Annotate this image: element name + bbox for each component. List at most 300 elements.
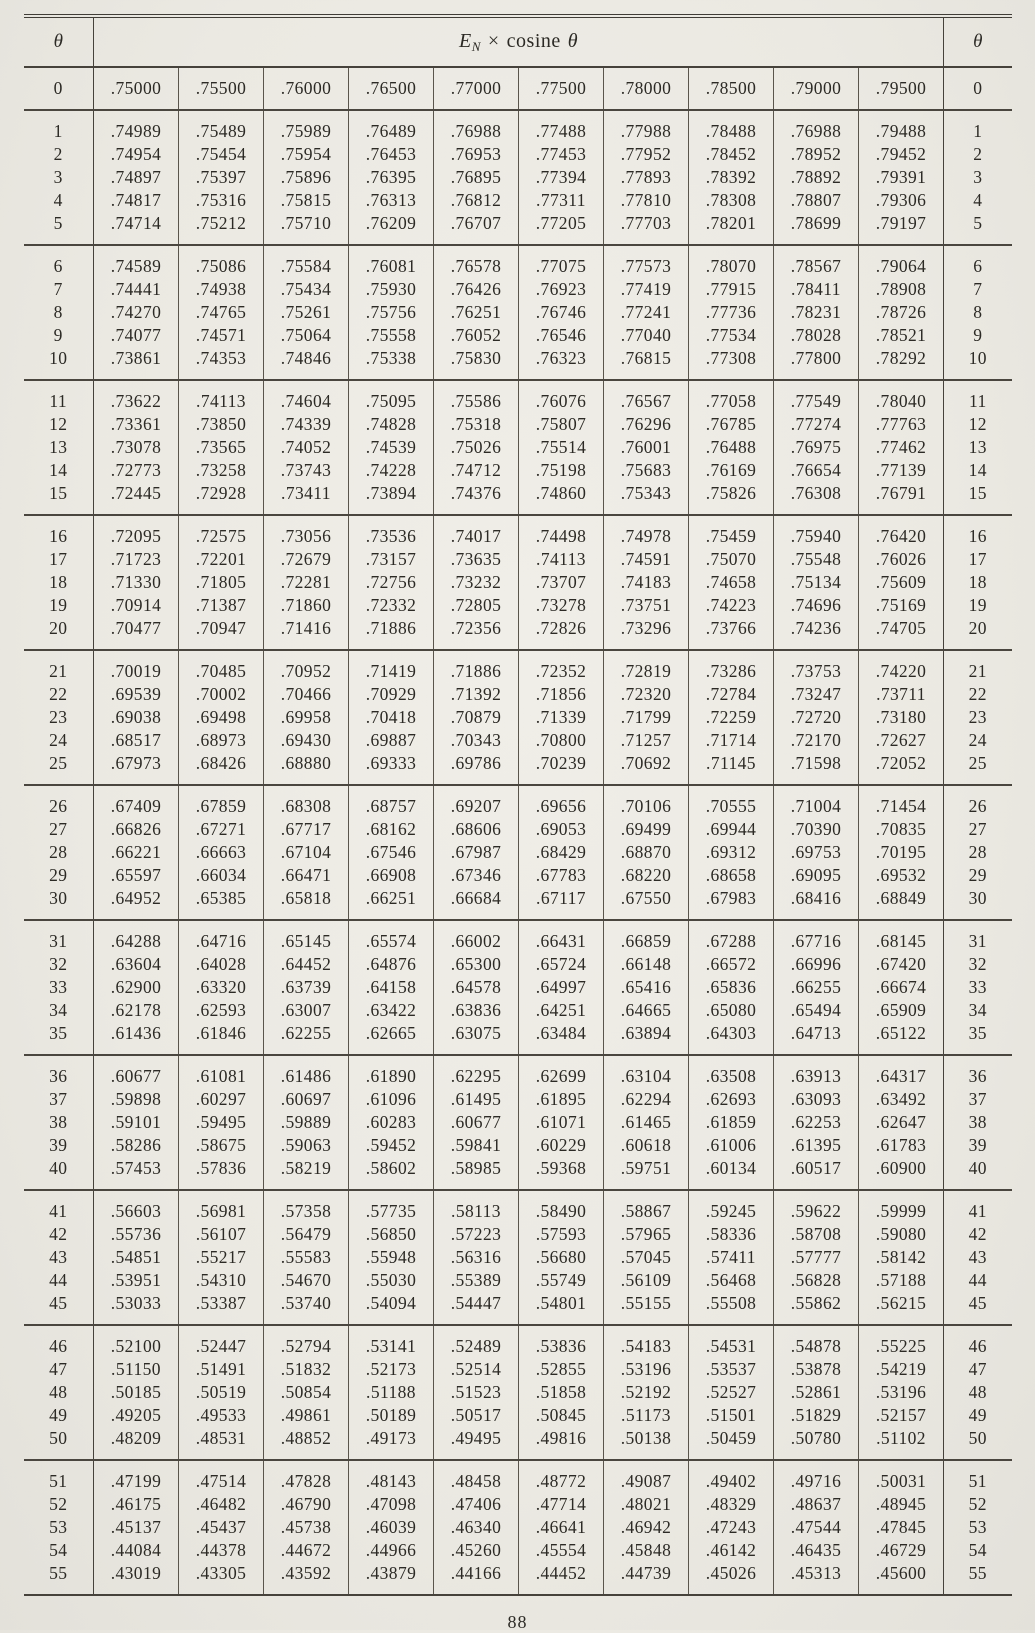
value-cell: .75930 <box>349 278 434 301</box>
theta-cell-right: 18 <box>944 571 1012 594</box>
value-cell: .76975 <box>774 436 859 459</box>
value-cell: .63093 <box>774 1088 859 1111</box>
theta-cell-left: 33 <box>24 976 94 999</box>
value-cell: .52514 <box>434 1358 519 1381</box>
value-cell: .70477 <box>110 618 162 638</box>
value-cell: .60134 <box>689 1157 774 1190</box>
title-word-cosine: cosine <box>506 29 561 52</box>
row-group <box>24 920 1012 1055</box>
value-cell: .48458 <box>434 1460 519 1493</box>
value-cell: .58286 <box>110 1135 162 1155</box>
value-cell: .44166 <box>434 1562 519 1595</box>
value-cell: .75261 <box>264 301 349 324</box>
value-cell: .72320 <box>604 683 689 706</box>
value-cell: .75434 <box>264 278 349 301</box>
value-cell: .68429 <box>519 841 604 864</box>
table-row <box>24 1223 1012 1246</box>
value-cell: .48945 <box>859 1493 944 1516</box>
value-cell: .53836 <box>519 1325 604 1358</box>
theta-cell-right: 8 <box>944 301 1012 324</box>
theta-cell-right: 12 <box>944 413 1012 436</box>
value-cell: .74223 <box>689 594 774 617</box>
value-cell: .71339 <box>519 706 604 729</box>
theta-cell-right: 50 <box>944 1427 1012 1460</box>
value-cell: .72819 <box>604 650 689 683</box>
value-cell: .44452 <box>519 1562 604 1595</box>
table-row <box>24 1562 1012 1595</box>
table-row <box>24 515 1012 548</box>
value-cell: .47845 <box>859 1516 944 1539</box>
value-cell: .64716 <box>179 920 264 953</box>
value-cell: .53740 <box>264 1292 349 1325</box>
value-cell: .48329 <box>689 1493 774 1516</box>
value-cell: .77800 <box>774 347 859 380</box>
value-cell: .57411 <box>689 1246 774 1269</box>
value-cell: .56107 <box>179 1223 264 1246</box>
theta-cell-left: 7 <box>24 278 94 301</box>
value-cell: .76567 <box>604 380 689 413</box>
value-cell: .57593 <box>519 1223 604 1246</box>
value-cell: .59999 <box>859 1190 944 1223</box>
theta-cell-right: 10 <box>944 347 1012 380</box>
value-cell: .57836 <box>179 1157 264 1190</box>
theta-cell-left: 10 <box>24 347 94 380</box>
value-cell: .76395 <box>349 166 434 189</box>
value-cell: .58602 <box>349 1157 434 1190</box>
value-cell: .47406 <box>434 1493 519 1516</box>
value-cell: .78892 <box>774 166 859 189</box>
value-cell: .61465 <box>604 1111 689 1134</box>
value-cell: .50780 <box>774 1427 859 1460</box>
value-cell: .61846 <box>179 1022 264 1055</box>
value-cell: .77419 <box>604 278 689 301</box>
value-cell: .53537 <box>689 1358 774 1381</box>
value-cell: .75500 <box>179 67 264 110</box>
value-cell: .63836 <box>434 999 519 1022</box>
value-cell: .68757 <box>349 785 434 818</box>
table-row <box>24 683 1012 706</box>
value-cell: .62593 <box>179 999 264 1022</box>
value-cell: .77058 <box>689 380 774 413</box>
value-cell: .78699 <box>774 212 859 245</box>
value-cell: .75807 <box>519 413 604 436</box>
value-cell: .55583 <box>264 1246 349 1269</box>
value-cell: .76923 <box>519 278 604 301</box>
value-cell: .45313 <box>774 1562 859 1595</box>
table-row <box>24 729 1012 752</box>
value-cell: .43592 <box>264 1562 349 1595</box>
value-cell: .77703 <box>604 212 689 245</box>
value-cell: .62900 <box>110 977 162 997</box>
value-cell: .69430 <box>264 729 349 752</box>
theta-cell-left: 40 <box>24 1157 94 1190</box>
value-cell: .74441 <box>110 279 162 299</box>
value-cell: .56828 <box>774 1269 859 1292</box>
value-cell: .58708 <box>774 1223 859 1246</box>
value-cell: .77500 <box>519 67 604 110</box>
value-cell: .66572 <box>689 953 774 976</box>
table-row <box>24 324 1012 347</box>
value-cell: .72756 <box>349 571 434 594</box>
table-row <box>24 1111 1012 1134</box>
value-cell: .63604 <box>110 954 162 974</box>
value-cell: .76546 <box>519 324 604 347</box>
value-cell: .47199 <box>110 1471 162 1491</box>
value-cell: .48852 <box>264 1427 349 1460</box>
value-cell: .71145 <box>689 752 774 785</box>
value-cell: .55862 <box>774 1292 859 1325</box>
value-cell: .69207 <box>434 785 519 818</box>
value-cell: .78070 <box>689 245 774 278</box>
table-row <box>24 143 1012 166</box>
title-symbol-e: E <box>458 29 472 52</box>
value-cell: .56109 <box>604 1269 689 1292</box>
value-cell: .72445 <box>110 483 162 503</box>
value-cell: .73232 <box>434 571 519 594</box>
row-group <box>24 67 1012 110</box>
table-row <box>24 1460 1012 1493</box>
value-cell: .74604 <box>264 380 349 413</box>
value-cell: .60677 <box>110 1066 162 1086</box>
value-cell: .59080 <box>859 1223 944 1246</box>
value-cell: .56680 <box>519 1246 604 1269</box>
theta-cell-left: 37 <box>24 1088 94 1111</box>
theta-cell-left: 29 <box>24 864 94 887</box>
value-cell: .70390 <box>774 818 859 841</box>
value-cell: .60229 <box>519 1134 604 1157</box>
value-cell: .73286 <box>689 650 774 683</box>
value-cell: .48209 <box>110 1428 162 1448</box>
theta-cell-left: 25 <box>24 752 94 785</box>
value-cell: .76052 <box>434 324 519 347</box>
value-cell: .54447 <box>434 1292 519 1325</box>
value-cell: .66431 <box>519 920 604 953</box>
value-cell: .64665 <box>604 999 689 1022</box>
theta-cell-right: 22 <box>944 683 1012 706</box>
value-cell: .65494 <box>774 999 859 1022</box>
table-row <box>24 1246 1012 1269</box>
value-cell: .56850 <box>349 1223 434 1246</box>
value-cell: .44672 <box>264 1539 349 1562</box>
value-cell: .45848 <box>604 1539 689 1562</box>
value-cell: .52100 <box>110 1336 162 1356</box>
value-cell: .46641 <box>519 1516 604 1539</box>
value-cell: .46142 <box>689 1539 774 1562</box>
value-cell: .51501 <box>689 1404 774 1427</box>
value-cell: .73361 <box>110 414 162 434</box>
value-cell: .62665 <box>349 1022 434 1055</box>
table-row <box>24 841 1012 864</box>
theta-cell-left: 54 <box>24 1539 94 1562</box>
value-cell: .74828 <box>349 413 434 436</box>
theta-cell-right: 34 <box>944 999 1012 1022</box>
value-cell: .51102 <box>859 1427 944 1460</box>
table-row <box>24 1134 1012 1157</box>
value-cell: .74938 <box>179 278 264 301</box>
value-cell: .48143 <box>349 1460 434 1493</box>
theta-cell-right: 17 <box>944 548 1012 571</box>
value-cell: .58490 <box>519 1190 604 1223</box>
value-cell: .77736 <box>689 301 774 324</box>
table-row <box>24 1516 1012 1539</box>
value-cell: .71886 <box>434 650 519 683</box>
value-cell: .68426 <box>179 752 264 785</box>
value-cell: .76313 <box>349 189 434 212</box>
table-title <box>94 16 944 67</box>
value-cell: .75070 <box>689 548 774 571</box>
value-cell: .74591 <box>604 548 689 571</box>
value-cell: .76081 <box>349 245 434 278</box>
value-cell: .45437 <box>179 1516 264 1539</box>
value-cell: .76000 <box>264 67 349 110</box>
value-cell: .66684 <box>434 887 519 920</box>
value-cell: .45738 <box>264 1516 349 1539</box>
table-row <box>24 976 1012 999</box>
value-cell: .76001 <box>604 436 689 459</box>
theta-cell-right: 0 <box>944 67 1012 110</box>
value-cell: .61495 <box>434 1088 519 1111</box>
table-row <box>24 920 1012 953</box>
value-cell: .77205 <box>519 212 604 245</box>
value-cell: .55217 <box>179 1246 264 1269</box>
value-cell: .59898 <box>110 1089 162 1109</box>
theta-cell-right: 46 <box>944 1325 1012 1358</box>
value-cell: .77488 <box>519 110 604 143</box>
value-cell: .74270 <box>110 302 162 322</box>
table-row <box>24 347 1012 380</box>
theta-cell-right: 31 <box>944 920 1012 953</box>
value-cell: .43879 <box>349 1562 434 1595</box>
theta-cell-left: 50 <box>24 1427 94 1460</box>
value-cell: .77915 <box>689 278 774 301</box>
theta-cell-right: 24 <box>944 729 1012 752</box>
value-cell: .62255 <box>264 1022 349 1055</box>
value-cell: .67117 <box>519 887 604 920</box>
value-cell: .74236 <box>774 617 859 650</box>
value-cell: .44739 <box>604 1562 689 1595</box>
value-cell: .78726 <box>859 301 944 324</box>
value-cell: .78952 <box>774 143 859 166</box>
theta-cell-left: 32 <box>24 953 94 976</box>
value-cell: .79488 <box>859 110 944 143</box>
value-cell: .73743 <box>264 459 349 482</box>
value-cell: .64713 <box>774 1022 859 1055</box>
theta-cell-left: 16 <box>24 515 94 548</box>
theta-cell-left: 15 <box>24 482 94 515</box>
value-cell: .65818 <box>264 887 349 920</box>
value-cell: .59063 <box>264 1134 349 1157</box>
header-row <box>24 16 1012 67</box>
value-cell: .65300 <box>434 953 519 976</box>
value-cell: .49205 <box>110 1405 162 1425</box>
value-cell: .71392 <box>434 683 519 706</box>
value-cell: .75558 <box>349 324 434 347</box>
table-row <box>24 785 1012 818</box>
theta-cell-left: 28 <box>24 841 94 864</box>
value-cell: .70555 <box>689 785 774 818</box>
value-cell: .65122 <box>859 1022 944 1055</box>
value-cell: .76308 <box>774 482 859 515</box>
value-cell: .71805 <box>179 571 264 594</box>
table-row <box>24 752 1012 785</box>
value-cell: .75548 <box>774 548 859 571</box>
value-cell: .60900 <box>859 1157 944 1190</box>
value-cell: .60297 <box>179 1088 264 1111</box>
value-cell: .76420 <box>859 515 944 548</box>
value-cell: .70343 <box>434 729 519 752</box>
value-cell: .57735 <box>349 1190 434 1223</box>
value-cell: .69312 <box>689 841 774 864</box>
theta-cell-left: 22 <box>24 683 94 706</box>
value-cell: .54670 <box>264 1269 349 1292</box>
value-cell: .69333 <box>349 752 434 785</box>
value-cell: .49861 <box>264 1404 349 1427</box>
theta-cell-left: 0 <box>24 67 94 110</box>
value-cell: .75756 <box>349 301 434 324</box>
value-cell: .64251 <box>519 999 604 1022</box>
value-cell: .45137 <box>110 1517 162 1537</box>
theta-cell-left: 41 <box>24 1190 94 1223</box>
value-cell: .73247 <box>774 683 859 706</box>
value-cell: .75318 <box>434 413 519 436</box>
value-cell: .70106 <box>604 785 689 818</box>
value-cell: .59751 <box>604 1157 689 1190</box>
theta-cell-right: 25 <box>944 752 1012 785</box>
value-cell: .74696 <box>774 594 859 617</box>
theta-cell-right: 23 <box>944 706 1012 729</box>
value-cell: .61890 <box>349 1055 434 1088</box>
value-cell: .67420 <box>859 953 944 976</box>
value-cell: .54801 <box>519 1292 604 1325</box>
theta-cell-right: 9 <box>944 324 1012 347</box>
value-cell: .46340 <box>434 1516 519 1539</box>
value-cell: .77549 <box>774 380 859 413</box>
theta-cell-right: 39 <box>944 1134 1012 1157</box>
value-cell: .74817 <box>110 190 162 210</box>
theta-cell-right: 27 <box>944 818 1012 841</box>
value-cell: .75989 <box>264 110 349 143</box>
value-cell: .70800 <box>519 729 604 752</box>
theta-cell-left: 8 <box>24 301 94 324</box>
value-cell: .62253 <box>774 1111 859 1134</box>
table-row <box>24 1190 1012 1223</box>
value-cell: .78000 <box>604 67 689 110</box>
table-row <box>24 617 1012 650</box>
value-cell: .46039 <box>349 1516 434 1539</box>
value-cell: .62294 <box>604 1088 689 1111</box>
value-cell: .55736 <box>110 1224 162 1244</box>
value-cell: .68162 <box>349 818 434 841</box>
value-cell: .49087 <box>604 1460 689 1493</box>
value-cell: .71330 <box>110 572 162 592</box>
table-header <box>24 16 1012 67</box>
value-cell: .75212 <box>179 212 264 245</box>
value-cell: .77453 <box>519 143 604 166</box>
value-cell: .65909 <box>859 999 944 1022</box>
table-row <box>24 650 1012 683</box>
value-cell: .46435 <box>774 1539 859 1562</box>
theta-cell-right: 45 <box>944 1292 1012 1325</box>
value-cell: .77000 <box>434 67 519 110</box>
value-cell: .45260 <box>434 1539 519 1562</box>
theta-cell-left: 51 <box>24 1460 94 1493</box>
theta-cell-left: 2 <box>24 143 94 166</box>
value-cell: .55749 <box>519 1269 604 1292</box>
value-cell: .76785 <box>689 413 774 436</box>
value-cell: .62647 <box>859 1111 944 1134</box>
value-cell: .45026 <box>689 1562 774 1595</box>
value-cell: .76169 <box>689 459 774 482</box>
value-cell: .73157 <box>349 548 434 571</box>
value-cell: .61783 <box>859 1134 944 1157</box>
value-cell: .75940 <box>774 515 859 548</box>
value-cell: .77763 <box>859 413 944 436</box>
theta-cell-left: 1 <box>24 110 94 143</box>
theta-cell-right: 41 <box>944 1190 1012 1223</box>
value-cell: .55030 <box>349 1269 434 1292</box>
value-cell: .72720 <box>774 706 859 729</box>
value-cell: .71886 <box>349 617 434 650</box>
theta-cell-right: 28 <box>944 841 1012 864</box>
table-row <box>24 1404 1012 1427</box>
row-group <box>24 1190 1012 1325</box>
value-cell: .46729 <box>859 1539 944 1562</box>
value-cell: .61436 <box>110 1023 162 1043</box>
value-cell: .74539 <box>349 436 434 459</box>
theta-cell-right: 33 <box>944 976 1012 999</box>
theta-cell-left: 5 <box>24 212 94 245</box>
value-cell: .76953 <box>434 143 519 166</box>
theta-cell-left: 12 <box>24 413 94 436</box>
value-cell: .65574 <box>349 920 434 953</box>
value-cell: .76812 <box>434 189 519 212</box>
theta-cell-right: 4 <box>944 189 1012 212</box>
table-row <box>24 594 1012 617</box>
value-cell: .68870 <box>604 841 689 864</box>
value-cell: .55225 <box>859 1325 944 1358</box>
value-cell: .73296 <box>604 617 689 650</box>
value-cell: .78567 <box>774 245 859 278</box>
value-cell: .70952 <box>264 650 349 683</box>
value-cell: .56981 <box>179 1190 264 1223</box>
value-cell: .75454 <box>179 143 264 166</box>
value-cell: .72805 <box>434 594 519 617</box>
theta-cell-right: 14 <box>944 459 1012 482</box>
theta-cell-right: 21 <box>944 650 1012 683</box>
theta-cell-left: 46 <box>24 1325 94 1358</box>
value-cell: .78521 <box>859 324 944 347</box>
value-cell: .77462 <box>859 436 944 459</box>
value-cell: .71004 <box>774 785 859 818</box>
theta-cell-right: 52 <box>944 1493 1012 1516</box>
value-cell: .64158 <box>349 976 434 999</box>
value-cell: .69944 <box>689 818 774 841</box>
theta-cell-right: 13 <box>944 436 1012 459</box>
value-cell: .63075 <box>434 1022 519 1055</box>
value-cell: .49173 <box>349 1427 434 1460</box>
value-cell: .73622 <box>110 391 162 411</box>
theta-cell-left: 49 <box>24 1404 94 1427</box>
theta-cell-left: 11 <box>24 380 94 413</box>
value-cell: .75954 <box>264 143 349 166</box>
theta-cell-right: 26 <box>944 785 1012 818</box>
value-cell: .76026 <box>859 548 944 571</box>
value-cell: .72826 <box>519 617 604 650</box>
value-cell: .54851 <box>110 1247 162 1267</box>
value-cell: .79452 <box>859 143 944 166</box>
value-cell: .64303 <box>689 1022 774 1055</box>
value-cell: .67550 <box>604 887 689 920</box>
